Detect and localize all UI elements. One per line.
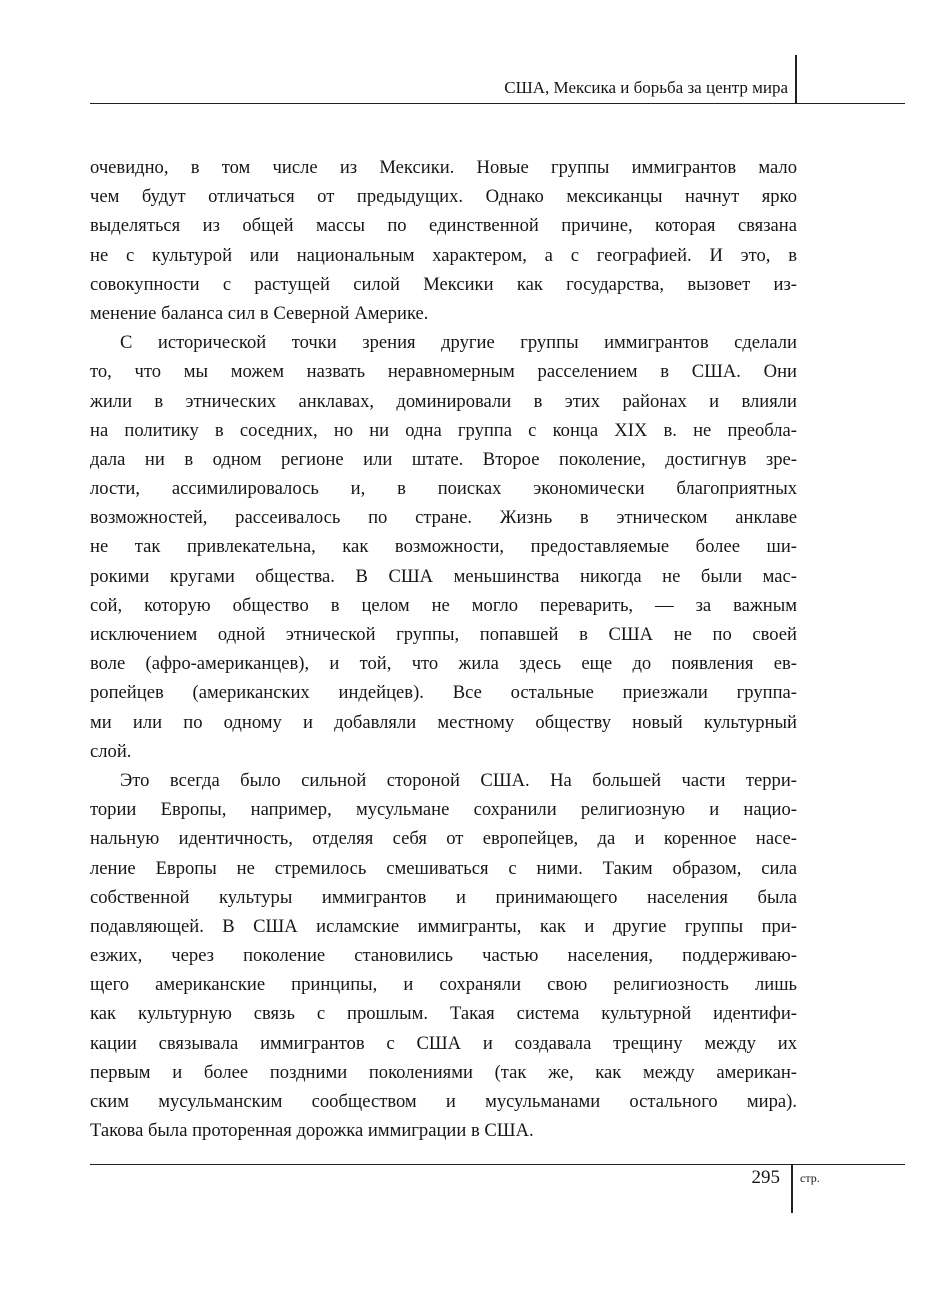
text-line: чем будут отличаться от предыдущих. Однако мексиканцы начнут ярко xyxy=(90,186,797,208)
text-line: ропейцев (американских индейцев). Все остальные приезжали группа- xyxy=(90,682,797,704)
paragraph xyxy=(90,153,797,328)
text-line: кации связывала иммигрантов с США и создавала трещину между их xyxy=(90,1032,797,1054)
header-rule xyxy=(90,103,905,104)
text-line: как культурную связь с прошлым. Такая система культурной идентифи- xyxy=(90,1003,797,1025)
text-line: сой, которую общество в целом не могло переварить, — за важным xyxy=(90,594,797,616)
text-line: воле (афро-американцев), и той, что жила здесь еще до появления ев- xyxy=(90,653,797,675)
footer-rule xyxy=(90,1164,905,1165)
text-line: очевидно, в том числе из Мексики. Новые группы иммигрантов мало xyxy=(90,157,797,178)
text-line: ми или по одному и добавляли местному обществу новый культурный xyxy=(90,711,797,733)
page-abbreviation: стр. xyxy=(800,1171,820,1185)
paragraph xyxy=(90,328,797,766)
text-line: не с культурой или национальным характером, а с географией. И это, в xyxy=(90,244,797,266)
text-line: выделяться из общей массы по единственной причине, которая связана xyxy=(90,215,797,237)
text-line: рокими кругами общества. В США меньшинства никогда не были мас- xyxy=(90,565,797,587)
text-line: нальную идентичность, отделяя себя от европейцев, да и коренное насе- xyxy=(90,828,797,850)
text-line: на политику в соседних, но ни одна группа с конца XIX в. не преобла- xyxy=(90,419,797,441)
running-title: США, Мексика и борьба за центр мира xyxy=(504,78,788,97)
text-line: тории Европы, например, мусульмане сохранили религиозную и нацио- xyxy=(90,799,797,821)
header-divider xyxy=(795,55,797,104)
text-line: жили в этнических анклавах, доминировали в этих районах и влияли xyxy=(90,390,797,412)
body-text xyxy=(90,153,797,1145)
text-line: то, что мы можем назвать неравномерным расселением в США. Они xyxy=(90,361,797,383)
text-line: подавляющей. В США исламские иммигранты, как и другие группы при- xyxy=(90,915,797,937)
text-line: С исторической точки зрения другие группы иммигрантов сделали xyxy=(120,332,797,354)
text-line: исключением одной этнической группы, попавшей в США не по своей xyxy=(90,624,797,645)
text-line: дала ни в одном регионе или штате. Второе поколение, достигнув зре- xyxy=(90,448,797,470)
text-line: щего американские принципы, и сохраняли свою религиозность лишь xyxy=(90,974,797,996)
text-line: не так привлекательна, как возможности, предоставляемые более ши- xyxy=(90,536,797,558)
text-line: слой. xyxy=(90,740,132,762)
text-line: собственной культуры иммигрантов и принимающего населения была xyxy=(90,886,797,908)
text-line: возможностей, рассеивалось по стране. Жизнь в этническом анклаве xyxy=(90,507,797,529)
text-line: Это всегда было сильной стороной США. На большей части терри- xyxy=(120,769,797,791)
text-line: ским мусульманским сообществом и мусульманами остального мира). xyxy=(90,1091,797,1112)
text-line: Такова была проторенная дорожка иммиграции в США. xyxy=(90,1120,534,1142)
footer-divider xyxy=(791,1164,793,1213)
text-line: лости, ассимилировалось и, в поисках экономически благоприятных xyxy=(90,478,797,500)
page-number: 295 xyxy=(751,1167,780,1188)
text-line: езжих, через поколение становились частью населения, поддерживаю- xyxy=(90,945,797,967)
text-line: менение баланса сил в Северной Америке. xyxy=(90,302,429,324)
text-line: ление Европы не стремилось смешиваться с ними. Таким образом, сила xyxy=(90,857,797,879)
paragraph xyxy=(90,766,797,1145)
text-line: совокупности с растущей силой Мексики как государства, вызовет из- xyxy=(90,273,797,295)
text-line: первым и более поздними поколениями (так же, как между американ- xyxy=(90,1061,797,1083)
